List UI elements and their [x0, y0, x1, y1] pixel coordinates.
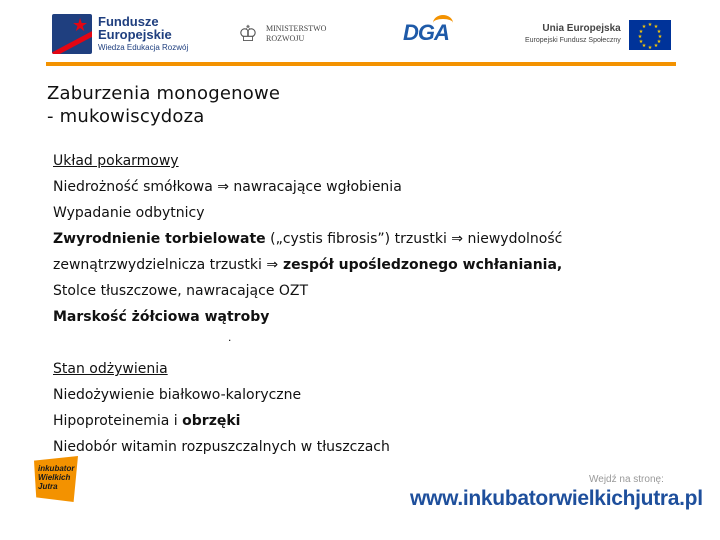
- ue-fund: Europejski Fundusz Społeczny: [525, 37, 621, 44]
- content-line: Wypadanie odbytnicy: [53, 205, 205, 221]
- content-line: Zwyrodnienie torbielowate („cystis fibrosis”) trzustki ⇒ niewydolność: [53, 231, 563, 247]
- content-line: Hipoproteinemia i obrzęki: [53, 413, 241, 429]
- content-line: zewnątrzwydzielnicza trzustki ⇒ zespół upośledzonego wchłaniania,: [53, 257, 563, 273]
- ministerstwo-rozwoju-logo: [236, 21, 326, 47]
- implies-arrow-icon: ⇒: [451, 231, 464, 247]
- header-divider: [46, 62, 676, 66]
- header-logos: [0, 0, 720, 66]
- ministry-line2: ROZWOJU: [266, 34, 305, 43]
- eu-flag-icon: ★ ★ ★ ★ ★ ★ ★ ★ ★ ★ ★ ★: [629, 20, 671, 50]
- content-line: Stolce tłuszczowe, nawracające OZT: [53, 283, 309, 299]
- section-heading-nutrition: Stan odżywienia: [53, 361, 168, 377]
- implies-arrow-icon: ⇒: [266, 257, 279, 273]
- section-heading-digestive: Układ pokarmowy: [53, 153, 179, 169]
- content-line: Marskość żółciowa wątroby: [53, 309, 270, 325]
- dga-logo: [403, 20, 449, 46]
- dga-wordmark: DGA: [403, 20, 449, 45]
- title-line1: Zaburzenia monogenowe: [47, 83, 281, 104]
- stray-dot: .: [228, 330, 232, 344]
- website-link[interactable]: www.inkubatorwielkichjutra.pl: [410, 487, 703, 510]
- slide-content: [53, 148, 673, 460]
- title-line2: - mukowiscydoza: [47, 106, 205, 127]
- slide-title: [47, 82, 280, 128]
- implies-arrow-icon: ⇒: [217, 179, 229, 195]
- fe-name-line2: Europejskie: [98, 26, 172, 42]
- ministry-line1: MINISTERSTWO: [266, 24, 327, 33]
- visit-label: Wejdź na stronę:: [589, 474, 664, 485]
- fundusze-europejskie-emblem-icon: ★: [52, 14, 92, 54]
- content-line: Niedożywienie białkowo-kaloryczne: [53, 387, 302, 403]
- dga-swoosh-icon: [433, 15, 453, 31]
- inkubator-wielkich-jutra-logo: inkubator Wielkich Jutra: [34, 456, 78, 502]
- ue-name: Unia Europejska: [542, 23, 621, 34]
- fe-tagline: Wiedza Edukacja Rozwój: [98, 42, 189, 52]
- fundusze-europejskie-logo: [52, 14, 188, 54]
- content-line: Niedobór witamin rozpuszczalnych w tłuszczach: [53, 439, 390, 455]
- eagle-emblem-icon: ♔: [238, 21, 258, 46]
- fe-name-line1: Fundusze: [98, 13, 159, 29]
- unia-europejska-logo: [525, 20, 671, 50]
- spacer: [53, 330, 673, 356]
- content-line: Niedrożność smółkowa ⇒ nawracające wgłobienia: [53, 179, 402, 195]
